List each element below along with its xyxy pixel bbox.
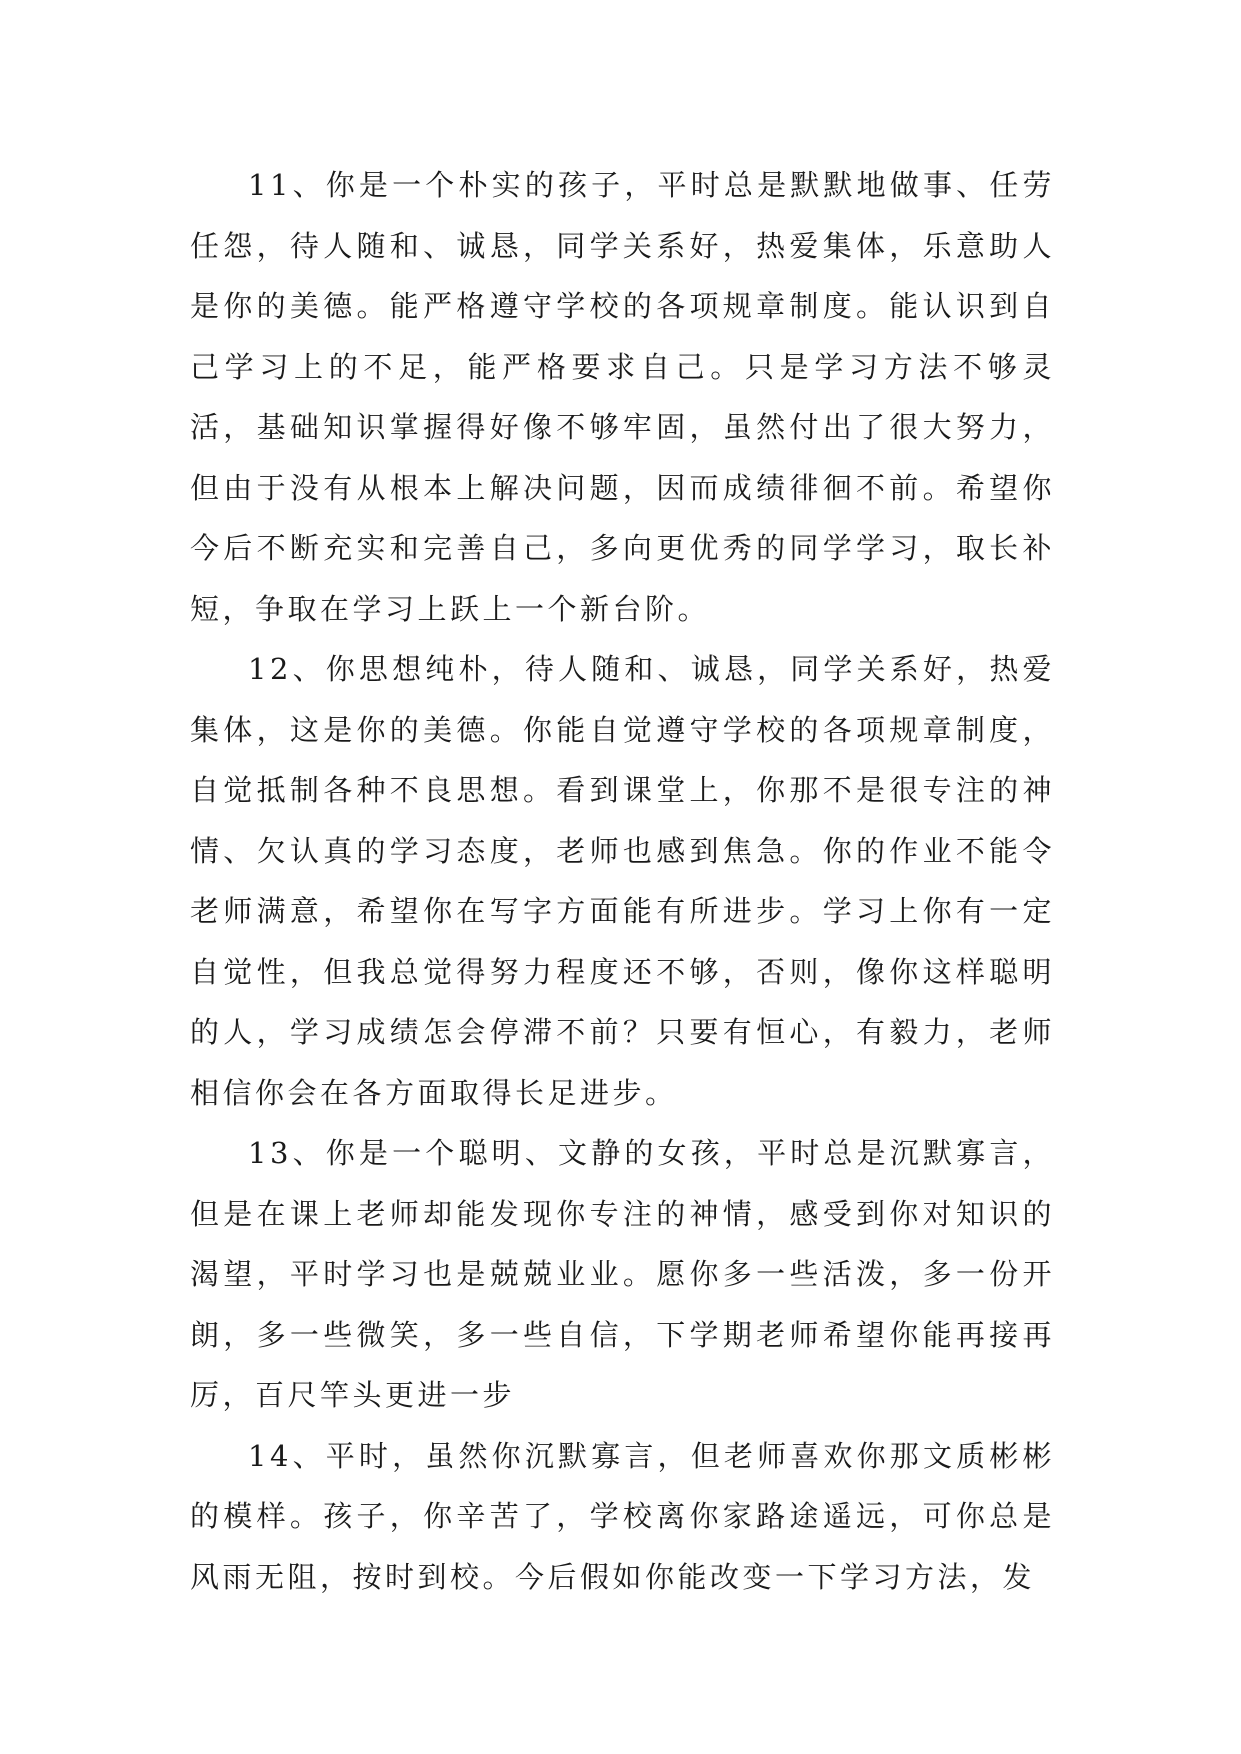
document-body — [190, 155, 1055, 1607]
paragraph-13: 13、你是一个聪明、文静的女孩，平时总是沉默寡言，但是在课上老师却能发现你专注的神情，感受到你对知识的渴望，平时学习也是兢兢业业。愿你多一些活泼，多一份开朗，多一些微笑，多一些自信，下学期老师希望你能再接再厉，百尺竿头更进一步 — [190, 1136, 1055, 1412]
paragraph-14: 14、平时，虽然你沉默寡言，但老师喜欢你那文质彬彬的模样。孩子，你辛苦了，学校离你家路途遥远，可你总是风雨无阻，按时到校。今后假如你能改变一下学习方法，发 — [190, 1438, 1055, 1594]
paragraph-11: 11、你是一个朴实的孩子，平时总是默默地做事、任劳任怨，待人随和、诚恳，同学关系好，热爱集体，乐意助人是你的美德。能严格遵守学校的各项规章制度。能认识到自己学习上的不足，能严格要求自己。只是学习方法不够灵活，基础知识掌握得好像不够牢固，虽然付出了很大努力，但由于没有从根本上解决问题，因而成绩徘徊不前。希望你今后不断充实和完善自己，多向更优秀的同学学习，取长补短，争取在学习上跃上一个新台阶。 — [190, 168, 1055, 626]
paragraph-12: 12、你思想纯朴，待人随和、诚恳，同学关系好，热爱集体，这是你的美德。你能自觉遵守学校的各项规章制度，自觉抵制各种不良思想。看到课堂上，你那不是很专注的神情、欠认真的学习态度，老师也感到焦急。你的作业不能令老师满意，希望你在写字方面能有所进步。学习上你有一定自觉性，但我总觉得努力程度还不够，否则，像你这样聪明的人，学习成绩怎会停滞不前？只要有恒心，有毅力，老师相信你会在各方面取得长足进步。 — [190, 652, 1055, 1110]
